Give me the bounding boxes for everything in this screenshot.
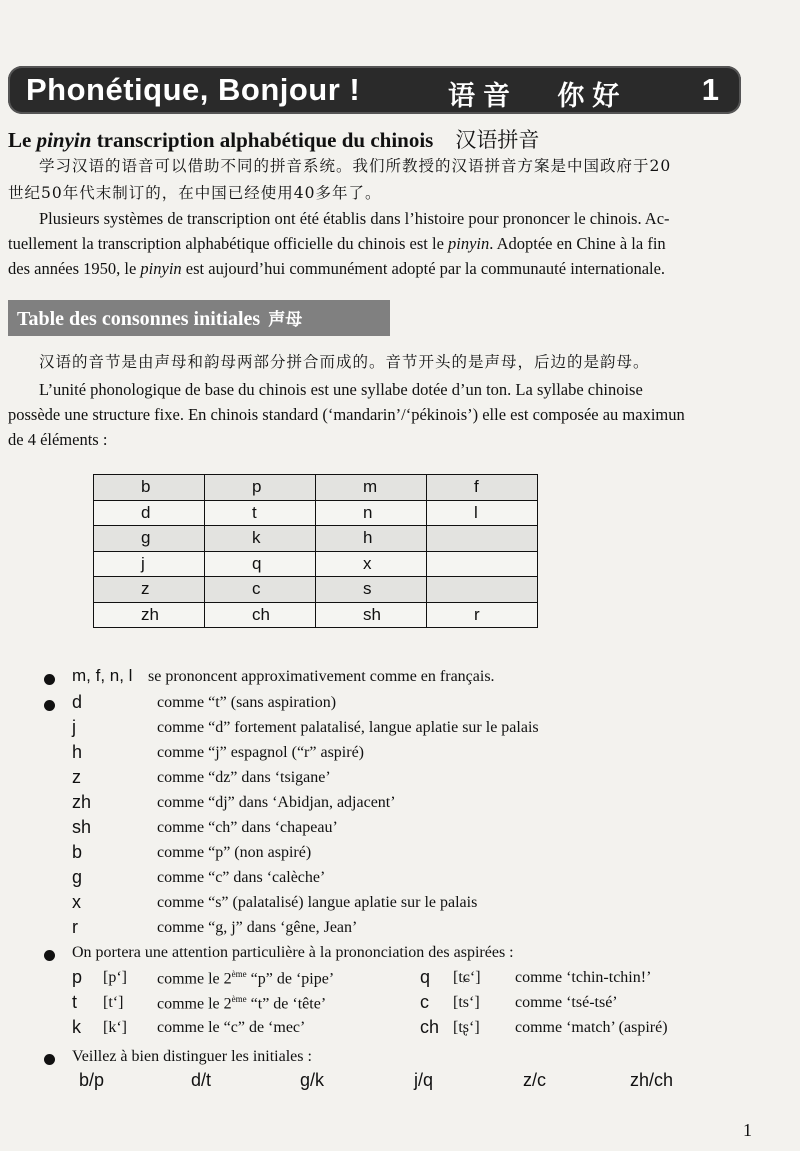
table-cell: b bbox=[94, 475, 205, 501]
bullet-dot bbox=[44, 1054, 55, 1065]
pron-sym: d bbox=[72, 692, 83, 712]
section-title: Table des consonnes initiales bbox=[17, 308, 261, 330]
pron-text: comme “dj” dans ‘Abidjan, adjacent’ bbox=[157, 794, 396, 811]
bullet-dot bbox=[44, 700, 55, 711]
pron-text: comme “j” espagnol (“r” aspiré) bbox=[157, 744, 365, 761]
intro-fr-3a: des années 1950, le bbox=[8, 259, 141, 278]
asp-ipa-2: [tɕʻ] bbox=[453, 969, 481, 986]
aspirate-row bbox=[44, 994, 744, 1018]
table-cell bbox=[427, 577, 538, 603]
asp-sup: ème bbox=[231, 969, 247, 979]
asp-text-b: “t” de ‘tête’ bbox=[246, 995, 327, 1013]
syllable-fr-line-3: de 4 éléments : bbox=[8, 430, 108, 449]
aspirate-row bbox=[44, 969, 744, 993]
syllable-fr-line-2: possède une structure fixe. En chinois standard (‘mandarin’/‘pékinois’) elle est composée au maximun bbox=[8, 405, 685, 424]
bullet-1-text: se prononcent approximativement comme en français. bbox=[148, 668, 495, 685]
table-cell: n bbox=[316, 500, 427, 526]
asp-text-a: comme le 2 bbox=[157, 995, 232, 1013]
section-title-cn: 声母 bbox=[268, 310, 303, 330]
asp-sym-2: q bbox=[420, 967, 431, 987]
asp-text bbox=[157, 1019, 305, 1037]
intro-cn bbox=[8, 154, 743, 179]
table-cell: f bbox=[427, 475, 538, 501]
aspirate-row bbox=[44, 1019, 744, 1043]
table-row bbox=[94, 602, 538, 628]
asp-text-2: comme ‘tsé-tsé’ bbox=[515, 994, 618, 1011]
table-cell: zh bbox=[94, 602, 205, 628]
pair-item: d/t bbox=[191, 1070, 212, 1090]
bullet-dot bbox=[44, 674, 55, 685]
table-cell: z bbox=[94, 577, 205, 603]
table-cell: q bbox=[205, 551, 316, 577]
pron-sym: zh bbox=[72, 792, 92, 812]
table-cell: sh bbox=[316, 602, 427, 628]
table-cell: j bbox=[94, 551, 205, 577]
table-cell: h bbox=[316, 526, 427, 552]
asp-ipa: [tʻ] bbox=[103, 994, 124, 1011]
intro-fr-2a: tuellement la transcription alphabétique officielle du chinois est le bbox=[8, 234, 449, 253]
intro-fr-line-2 bbox=[8, 231, 743, 256]
asp-text-a: comme le “c” de ‘mec’ bbox=[157, 1019, 306, 1036]
chapter-title-cn: 语音 你好 bbox=[448, 81, 628, 112]
bullet-4-text: Veillez à bien distinguer les initiales : bbox=[72, 1048, 312, 1065]
subtitle-post: transcription alphabétique du chinois bbox=[91, 128, 434, 152]
asp-sym-2: c bbox=[420, 992, 429, 1012]
asp-sym: p bbox=[72, 967, 83, 987]
pair-item: z/c bbox=[523, 1070, 547, 1090]
pron-sym: z bbox=[72, 767, 81, 787]
table-row bbox=[94, 551, 538, 577]
chapter-number: 1 bbox=[701, 72, 719, 107]
syllable-fr-line-1: L’unité phonologique de base du chinois est une syllabe dotée d’un ton. La syllabe chinoise bbox=[39, 380, 643, 399]
asp-text bbox=[157, 969, 334, 988]
intro-fr-3b: pinyin bbox=[140, 259, 182, 278]
asp-sym: k bbox=[72, 1017, 81, 1037]
pair-item: b/p bbox=[79, 1070, 105, 1090]
bullet-3-text: On portera une attention particulière à la prononciation des aspirées : bbox=[72, 944, 514, 961]
table-cell: d bbox=[94, 500, 205, 526]
lesson-subtitle bbox=[8, 124, 539, 154]
pron-sym: b bbox=[72, 842, 83, 862]
table-cell: k bbox=[205, 526, 316, 552]
bullet-1-symbols: m, f, n, l bbox=[72, 666, 133, 685]
pron-sym: j bbox=[72, 717, 76, 737]
pair-item: j/q bbox=[414, 1070, 434, 1090]
asp-sym-2: ch bbox=[420, 1017, 440, 1037]
asp-ipa-2: [tʂʻ] bbox=[453, 1019, 480, 1036]
pron-text: comme “s” (palatalisé) langue aplatie sur le palais bbox=[157, 894, 478, 911]
intro-fr-2b: pinyin bbox=[448, 234, 490, 253]
asp-sup: ème bbox=[231, 994, 247, 1004]
subtitle-pre: Le bbox=[8, 128, 37, 152]
asp-ipa: [pʻ] bbox=[103, 969, 127, 986]
intro-cn-line-1: 学习汉语的语音可以借助不同的拼音系统。我们所教授的汉语拼音方案是中国政府于20 bbox=[39, 157, 672, 175]
pron-sym: h bbox=[72, 742, 83, 762]
subtitle-italic: pinyin bbox=[36, 128, 92, 152]
asp-text-2: comme ‘match’ (aspiré) bbox=[515, 1019, 668, 1036]
section-title-wrap bbox=[17, 305, 302, 331]
pron-text: comme “p” (non aspiré) bbox=[157, 844, 312, 861]
asp-text bbox=[157, 994, 326, 1013]
table-cell: s bbox=[316, 577, 427, 603]
table-cell: l bbox=[427, 500, 538, 526]
consonants-table bbox=[93, 474, 538, 628]
syllable-fr bbox=[8, 377, 743, 452]
pron-text: comme “dz” dans ‘tsigane’ bbox=[157, 769, 331, 786]
pair-item: zh/ch bbox=[630, 1070, 674, 1090]
pron-text: comme “ch” dans ‘chapeau’ bbox=[157, 819, 338, 836]
asp-ipa: [kʻ] bbox=[103, 1019, 127, 1036]
table-row bbox=[94, 577, 538, 603]
table-cell bbox=[427, 526, 538, 552]
table-row bbox=[94, 500, 538, 526]
asp-text-b: “p” de ‘pipe’ bbox=[246, 970, 335, 988]
table-cell: t bbox=[205, 500, 316, 526]
pair-item: g/k bbox=[300, 1070, 325, 1090]
pron-sym: r bbox=[72, 917, 78, 937]
table-cell: p bbox=[205, 475, 316, 501]
intro-fr-line-1: Plusieurs systèmes de transcription ont été établis dans l’histoire pour prononcer le chinois. Ac- bbox=[39, 209, 670, 228]
intro-fr-3c: est aujourd’hui communément adopté par la communauté internationale. bbox=[181, 259, 666, 278]
pron-text: comme “g, j” dans ‘gêne, Jean’ bbox=[157, 919, 358, 936]
table-cell: r bbox=[427, 602, 538, 628]
section-header bbox=[8, 300, 390, 336]
pron-text: comme “d” fortement palatalisé, langue aplatie sur le palais bbox=[157, 719, 539, 736]
table-cell: m bbox=[316, 475, 427, 501]
chapter-title: Phonétique, Bonjour ! bbox=[26, 72, 361, 107]
intro-fr-2c: . Adoptée en Chine à la fin bbox=[489, 234, 666, 253]
table-row bbox=[94, 526, 538, 552]
pron-text: comme “c” dans ‘calèche’ bbox=[157, 869, 326, 886]
chapter-banner bbox=[8, 66, 741, 114]
table-cell: x bbox=[316, 551, 427, 577]
page-number: 1 bbox=[743, 1120, 752, 1140]
pron-sym: x bbox=[72, 892, 81, 912]
intro-fr-line-3 bbox=[8, 256, 743, 281]
subtitle-cn: 汉语拼音 bbox=[455, 128, 540, 152]
table-row bbox=[94, 475, 538, 501]
intro-cn-2 bbox=[8, 181, 743, 206]
intro-fr bbox=[8, 206, 743, 281]
asp-text-2: comme ‘tchin-tchin!’ bbox=[515, 969, 652, 986]
asp-sym: t bbox=[72, 992, 78, 1012]
syllable-cn: 汉语的音节是由声母和韵母两部分拼合而成的。音节开头的是声母，后边的是韵母。 bbox=[39, 353, 650, 371]
asp-ipa-2: [tsʻ] bbox=[453, 994, 480, 1011]
asp-text-a: comme le 2 bbox=[157, 970, 232, 988]
table-cell: c bbox=[205, 577, 316, 603]
intro-cn-line-2: 世纪50年代末制订的，在中国已经使用40多年了。 bbox=[8, 184, 382, 202]
pron-text: comme “t” (sans aspiration) bbox=[157, 694, 337, 711]
pron-sym: sh bbox=[72, 817, 92, 837]
table-cell: ch bbox=[205, 602, 316, 628]
bullet-dot bbox=[44, 950, 55, 961]
table-cell: g bbox=[94, 526, 205, 552]
table-cell bbox=[427, 551, 538, 577]
pron-sym: g bbox=[72, 867, 83, 887]
